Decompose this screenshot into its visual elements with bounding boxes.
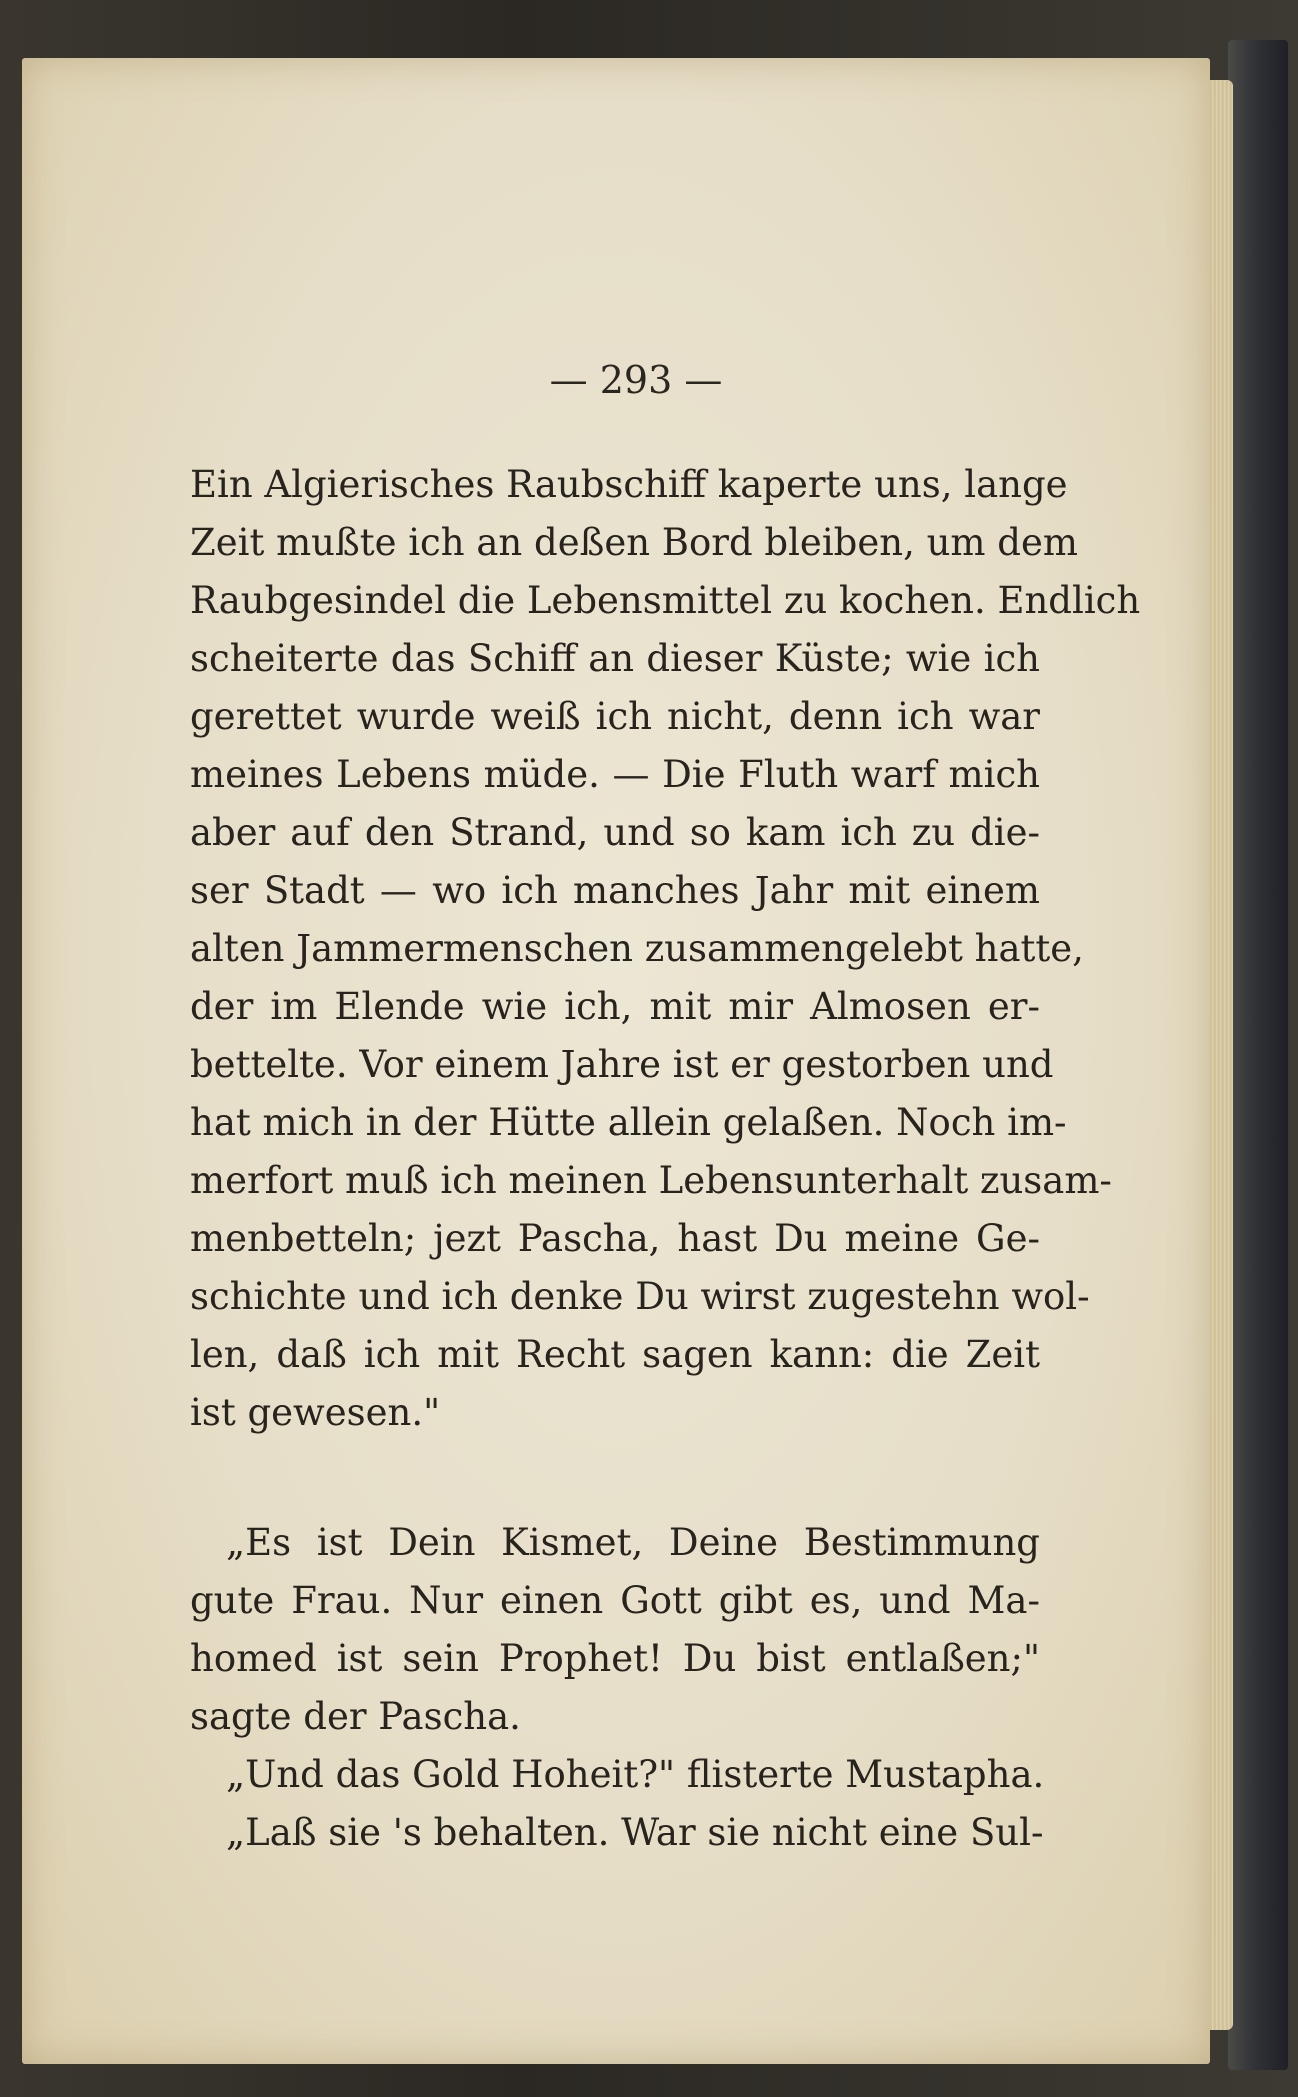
text-line: gute Frau. Nur einen Gott gibt es, und Ma- <box>190 1579 1040 1622</box>
paragraph-gap <box>190 1442 1040 1514</box>
text-line: Zeit mußte ich an deßen Bord bleiben, um dem <box>190 521 1078 564</box>
book-cover-edge <box>1228 40 1288 2070</box>
text-line: schichte und ich denke Du wirst zugestehn wol- <box>190 1275 1090 1318</box>
book-page <box>22 58 1210 2064</box>
text-line: „Laß sie 's behalten. War sie nicht eine Sul- <box>226 1811 1044 1854</box>
text-line: meines Lebens müde. — Die Fluth warf mich <box>190 753 1040 796</box>
text-line: „Es ist Dein Kismet, Deine Bestimmung <box>226 1521 1040 1564</box>
text-line: Ein Algierisches Raubschiff kaperte uns, lange <box>190 463 1068 506</box>
text-line: hat mich in der Hütte allein gelaßen. Noch im- <box>190 1101 1067 1144</box>
text-line: Raubgesindel die Lebensmittel zu kochen. Endlich <box>190 579 1141 622</box>
text-line: menbetteln; jezt Pascha, hast Du meine Ge- <box>190 1217 1040 1260</box>
text-line: bettelte. Vor einem Jahre ist er gestorben und <box>190 1043 1054 1086</box>
text-line: merfort muß ich meinen Lebensunterhalt zusam- <box>190 1159 1112 1202</box>
text-line: gerettet wurde weiß ich nicht, denn ich war <box>190 695 1040 738</box>
paragraph-3 <box>190 1746 1045 1862</box>
text-line: der im Elende wie ich, mit mir Almosen er- <box>190 985 1040 1028</box>
text-line: len, daß ich mit Recht sagen kann: die Zeit <box>190 1333 1040 1376</box>
text-line: alten Jammermenschen zusammengelebt hatte, <box>190 927 1084 970</box>
text-line: „Und das Gold Hoheit?" flisterte Mustapha. <box>226 1753 1045 1796</box>
text-line: sagte der Pascha. <box>190 1695 521 1738</box>
page-text <box>190 456 1141 1862</box>
text-line: ist gewesen." <box>190 1391 441 1434</box>
text-line: homed ist sein Prophet! Du bist entlaßen;" <box>190 1637 1040 1680</box>
page-number: — 293 — <box>549 358 723 402</box>
text-line: aber auf den Strand, und so kam ich zu die- <box>190 811 1040 854</box>
text-line: scheiterte das Schiff an dieser Küste; wie ich <box>190 637 1040 680</box>
paragraph-1 <box>190 456 1141 1442</box>
text-line: ser Stadt — wo ich manches Jahr mit einem <box>190 869 1040 912</box>
paragraph-2 <box>190 1514 1040 1746</box>
